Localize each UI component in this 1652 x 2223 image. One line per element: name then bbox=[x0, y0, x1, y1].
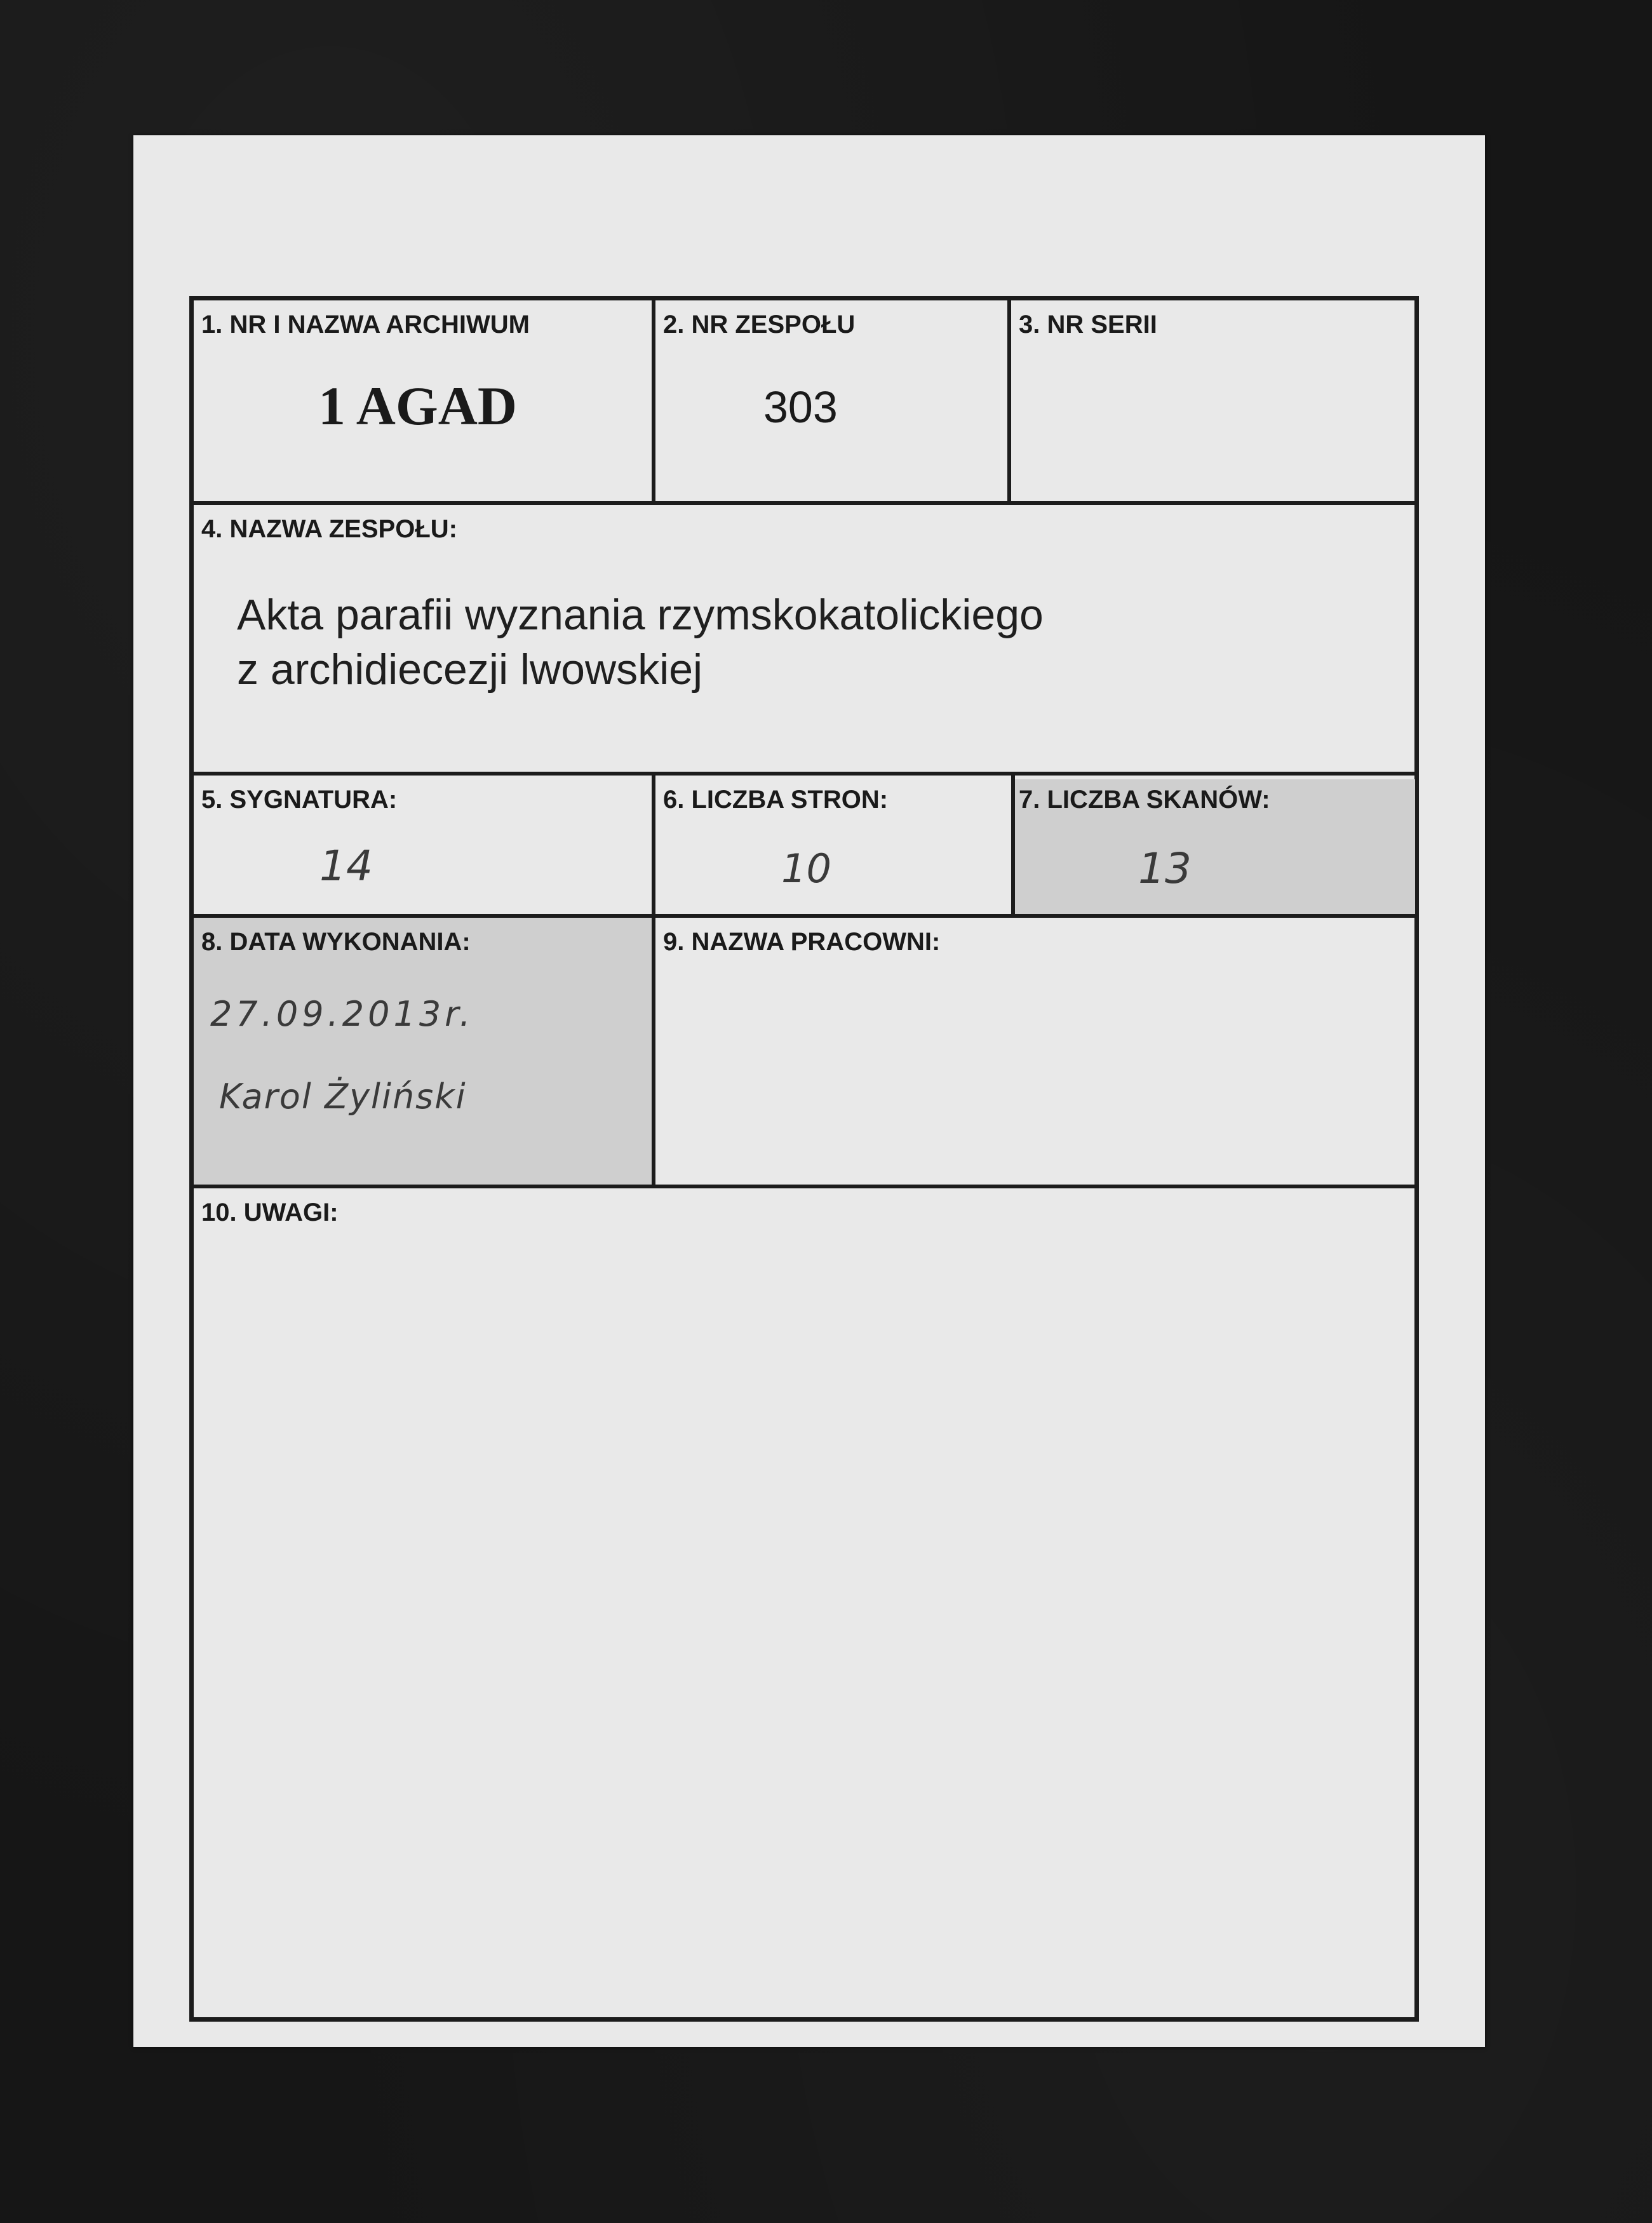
field-series-number bbox=[1011, 300, 1415, 501]
row-divider-3 bbox=[194, 914, 1415, 918]
row-divider-2 bbox=[194, 772, 1415, 776]
col-divider-r1-a bbox=[652, 300, 655, 501]
field-workshop-name bbox=[655, 918, 1415, 1185]
field-scan-count bbox=[1015, 779, 1415, 914]
field-scan-count-value: 13 bbox=[1138, 844, 1192, 893]
field-signature-ref bbox=[194, 776, 655, 914]
field-scan-count-label: 7. LICZBA SKANÓW: bbox=[1019, 786, 1270, 814]
field-signature-ref-label: 5. SYGNATURA: bbox=[201, 786, 398, 814]
field-fonds-name-line2: z archidiecezji lwowskiej bbox=[237, 645, 703, 694]
field-date-made-date: 27.09.2013r. bbox=[210, 994, 474, 1034]
col-divider-r3-b bbox=[1011, 772, 1015, 914]
field-date-made bbox=[194, 918, 652, 1185]
field-signature-ref-value: 14 bbox=[319, 842, 373, 890]
field-archive-name bbox=[194, 300, 655, 501]
field-series-number-label: 3. NR SERII bbox=[1019, 311, 1157, 339]
field-remarks-label: 10. UWAGI: bbox=[201, 1199, 339, 1226]
field-page-count-label: 6. LICZBA STRON: bbox=[663, 786, 889, 814]
field-fonds-name bbox=[194, 505, 1415, 772]
field-fonds-number-value: 303 bbox=[763, 382, 838, 432]
field-archive-name-value: 1 AGAD bbox=[318, 375, 517, 436]
field-fonds-number-label: 2. NR ZESPOŁU bbox=[663, 311, 856, 339]
row-divider-4 bbox=[194, 1185, 1415, 1188]
field-remarks bbox=[194, 1188, 1415, 2018]
field-fonds-number bbox=[655, 300, 1011, 501]
field-fonds-name-line1: Akta parafii wyznania rzymskokatolickiego bbox=[237, 591, 1044, 639]
col-divider-r1-b bbox=[1007, 300, 1011, 501]
archive-metadata-sheet bbox=[133, 135, 1485, 2047]
field-page-count bbox=[655, 776, 1011, 914]
row-divider-1 bbox=[194, 501, 1415, 505]
col-divider-r3-a bbox=[652, 772, 655, 914]
field-fonds-name-label: 4. NAZWA ZESPOŁU: bbox=[201, 515, 457, 543]
field-archive-name-label: 1. NR I NAZWA ARCHIWUM bbox=[201, 311, 530, 339]
field-workshop-name-label: 9. NAZWA PRACOWNI: bbox=[663, 928, 941, 956]
archive-form bbox=[189, 296, 1419, 2022]
col-divider-r4-a bbox=[652, 914, 655, 1185]
field-date-made-label: 8. DATA WYKONANIA: bbox=[201, 928, 471, 956]
field-date-made-signature: Karol Żyliński bbox=[219, 1077, 467, 1117]
field-page-count-value: 10 bbox=[781, 845, 831, 892]
